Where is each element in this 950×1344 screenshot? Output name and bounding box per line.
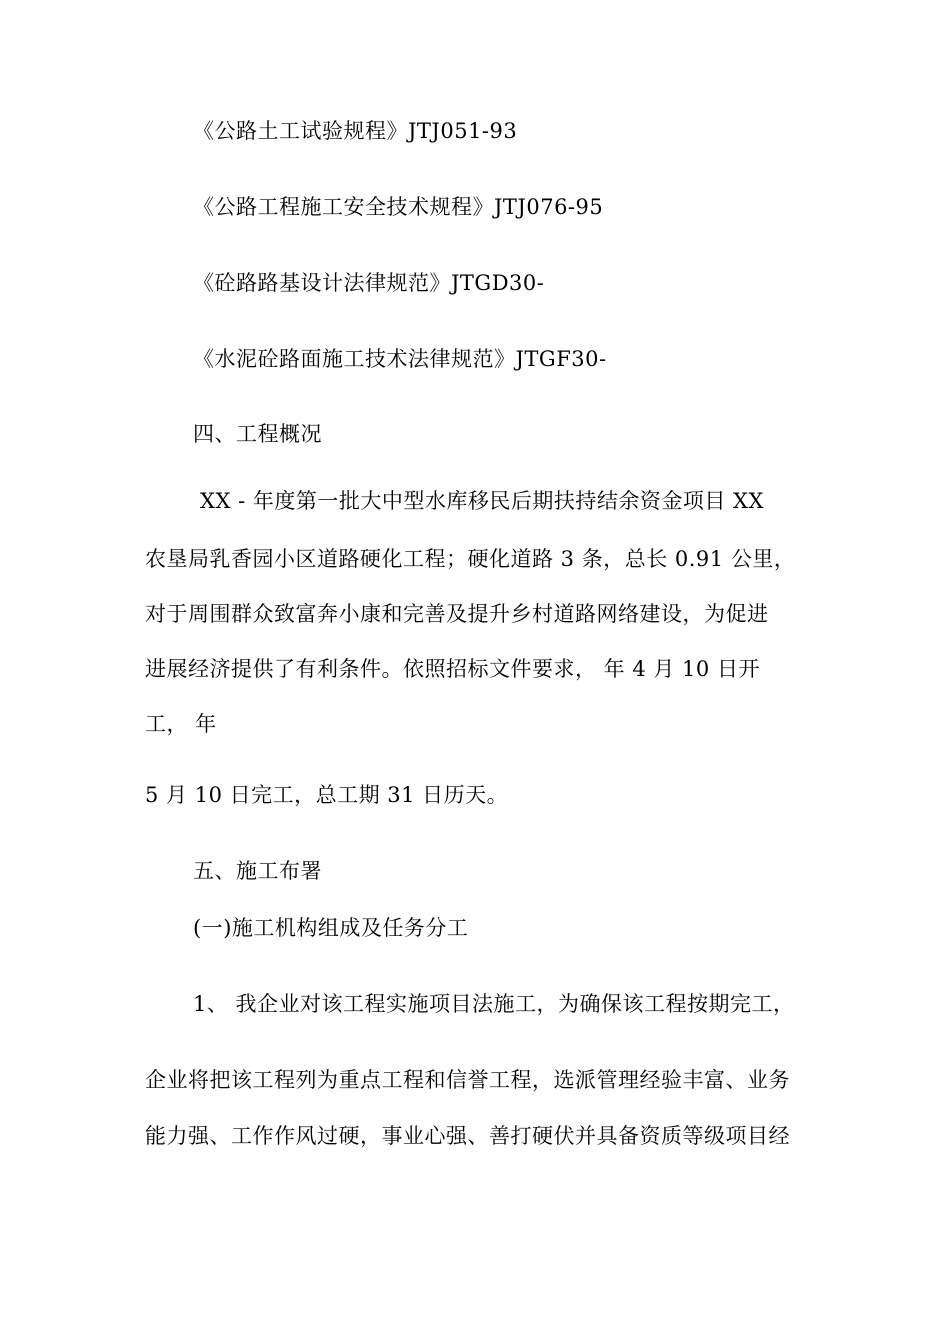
section-heading-project-overview: 四、工程概况 [193, 422, 322, 446]
reference-standard-subgrade: 《砼路路基设计法律规范》JTGD30- [193, 271, 545, 295]
subsection-heading-organization: (一)施工机构组成及任务分工 [193, 916, 469, 940]
reference-standard-safety: 《公路工程施工安全技术规程》JTJ076-95 [193, 195, 604, 219]
section-heading-construction-layout: 五、施工布署 [193, 859, 322, 883]
paragraph-line: 工， 年 [145, 712, 217, 736]
paragraph-line: 进展经济提供了有利条件。依照招标文件要求， 年 4 月 10 日开 [145, 657, 760, 681]
paragraph-line: 企业将把该工程列为重点工程和信誉工程，选派管理经验丰富、业务 [145, 1068, 790, 1092]
paragraph-line: 5 月 10 日完工，总工期 31 日历天。 [145, 783, 509, 807]
paragraph-line: 对于周围群众致富奔小康和完善及提升乡村道路网络建设，为促进 [145, 602, 769, 626]
paragraph-line: 1、 我企业对该工程实施项目法施工，为确保该工程按期完工， [193, 992, 795, 1016]
paragraph-line: 能力强、工作作风过硬，事业心强、善打硬伏并具备资质等级项目经 [145, 1124, 790, 1148]
paragraph-line: XX - 年度第一批大中型水库移民后期扶持结余资金项目 XX [200, 489, 764, 513]
reference-standard-soil-test: 《公路土工试验规程》JTJ051-93 [193, 119, 518, 143]
reference-standard-pavement: 《水泥砼路面施工技术法律规范》JTGF30- [193, 347, 607, 371]
paragraph-line: 农垦局乳香园小区道路硬化工程；硬化道路 3 条，总长 0.91 公里， [145, 547, 796, 571]
